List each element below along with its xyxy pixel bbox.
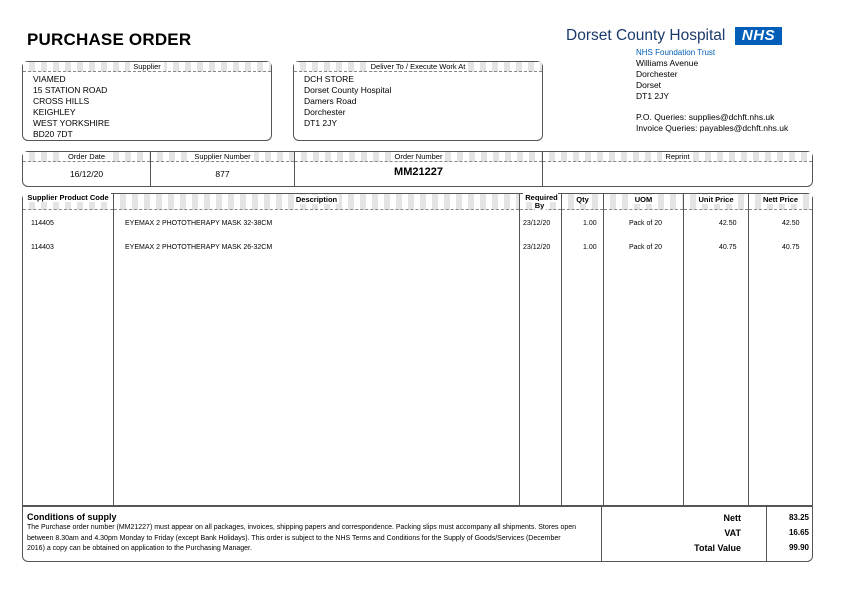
col-nett-price bbox=[749, 194, 812, 505]
deliver-line: DT1 2JY bbox=[304, 118, 338, 128]
deliver-address bbox=[304, 74, 391, 129]
nett-label: Nett bbox=[723, 513, 741, 523]
deliver-line: Dorset County Hospital bbox=[304, 85, 392, 95]
col-description bbox=[114, 194, 520, 505]
supplier-line: CROSS HILLS bbox=[33, 96, 90, 106]
col-head-qty: Qty bbox=[562, 194, 603, 210]
product-code: 114403 bbox=[31, 244, 54, 251]
deliver-heading: Deliver To / Execute Work At bbox=[294, 62, 542, 72]
invoice-queries: Invoice Queries: payables@dchft.nhs.uk bbox=[636, 123, 789, 133]
address-line: DT1 2JY bbox=[636, 91, 670, 101]
supplier-number-cell bbox=[151, 152, 295, 186]
supplier-address bbox=[33, 74, 110, 140]
address-line: Williams Avenue bbox=[636, 58, 699, 68]
col-qty bbox=[562, 194, 604, 505]
supplier-number: 877 bbox=[215, 169, 230, 179]
unit-price: 40.75 bbox=[719, 244, 737, 251]
supplier-line: WEST YORKSHIRE bbox=[33, 118, 110, 128]
supplier-line: KEIGHLEY bbox=[33, 107, 76, 117]
supplier-line: 15 STATION ROAD bbox=[33, 85, 108, 95]
order-number: MM21227 bbox=[394, 166, 443, 178]
uom: Pack of 20 bbox=[629, 244, 663, 251]
deliver-line: Damers Road bbox=[304, 96, 357, 106]
deliver-box bbox=[293, 61, 543, 141]
nett-total-row bbox=[602, 513, 814, 527]
totals-panel bbox=[601, 507, 814, 561]
vat-label: VAT bbox=[724, 528, 741, 538]
hospital-contact bbox=[636, 112, 788, 134]
trust-name: NHS Foundation Trust bbox=[636, 48, 716, 57]
vat-amount: 16.65 bbox=[788, 528, 809, 537]
supplier-line: BD20 7DT bbox=[33, 129, 73, 139]
order-date: 16/12/20 bbox=[69, 169, 104, 179]
supplier-number-label: Supplier Number bbox=[151, 152, 294, 162]
deliver-line: Dorchester bbox=[304, 107, 346, 117]
reprint-cell bbox=[543, 152, 812, 186]
item-description: EYEMAX 2 PHOTOTHERAPY MASK 26-32CM bbox=[125, 244, 273, 251]
conditions-text: The Purchase order number (MM21227) must appear on all packages, invoices, shipping papers and correspondence. Packing slips must accompany all shipments. Stores open between 8.30am and 4.30pm Monday to Friday (except Bank Holidays). This order is subject to the NHS Terms and Conditions for the Supply of Goods/Services (December 2016) a copy can be obtained on application to the Purchasing Manager. bbox=[27, 524, 577, 552]
address-line: Dorset bbox=[636, 80, 662, 90]
qty: 1.00 bbox=[583, 244, 597, 251]
reprint-label: Reprint bbox=[543, 152, 812, 162]
total-label: Total Value bbox=[694, 543, 741, 553]
nhs-logo: NHS bbox=[735, 27, 782, 45]
items-table bbox=[22, 193, 813, 506]
col-head-uom: UOM bbox=[604, 194, 683, 210]
supplier-heading: Supplier bbox=[23, 62, 271, 72]
col-head-description: Description bbox=[114, 194, 519, 210]
unit-price: 42.50 bbox=[719, 220, 737, 227]
item-description: EYEMAX 2 PHOTOTHERAPY MASK 32-38CM bbox=[125, 220, 273, 227]
qty: 1.00 bbox=[583, 220, 597, 227]
po-queries: P.O. Queries: supplies@dchft.nhs.uk bbox=[636, 112, 775, 122]
col-unit-price bbox=[684, 194, 749, 505]
order-date-label: Order Date bbox=[23, 152, 150, 162]
col-head-nett-price: Nett Price bbox=[749, 194, 812, 210]
conditions-footer bbox=[22, 506, 813, 562]
address-line: Dorchester bbox=[636, 69, 678, 79]
col-product-code bbox=[23, 194, 114, 505]
product-code: 114405 bbox=[31, 220, 54, 227]
required-by: 23/12/20 bbox=[523, 220, 551, 227]
nett-total: 83.25 bbox=[788, 513, 809, 522]
col-uom bbox=[604, 194, 684, 505]
page-title: PURCHASE ORDER bbox=[27, 30, 192, 49]
col-required-by bbox=[520, 194, 562, 505]
uom: Pack of 20 bbox=[629, 220, 663, 227]
nett-price: 40.75 bbox=[782, 244, 800, 251]
col-head-unit-price: Unit Price bbox=[684, 194, 748, 210]
table-row bbox=[23, 220, 812, 230]
vat-row bbox=[602, 528, 814, 542]
deliver-line: DCH STORE bbox=[304, 74, 354, 84]
col-head-required-by: Required By bbox=[520, 194, 561, 210]
order-date-cell bbox=[23, 152, 151, 186]
supplier-line: VIAMED bbox=[33, 74, 66, 84]
nett-price: 42.50 bbox=[782, 220, 800, 227]
order-number-cell bbox=[295, 152, 543, 186]
order-info-box bbox=[22, 151, 813, 187]
total-value-row bbox=[602, 543, 814, 557]
conditions-title: Conditions of supply bbox=[27, 512, 117, 522]
order-number-label: Order Number bbox=[295, 152, 542, 162]
col-head-product-code: Supplier Product Code bbox=[23, 194, 113, 210]
hospital-name: Dorset County Hospital bbox=[566, 27, 726, 44]
hospital-address bbox=[636, 58, 698, 102]
total-value: 99.90 bbox=[788, 543, 809, 552]
table-row bbox=[23, 244, 812, 254]
required-by: 23/12/20 bbox=[523, 244, 551, 251]
supplier-box bbox=[22, 61, 272, 141]
